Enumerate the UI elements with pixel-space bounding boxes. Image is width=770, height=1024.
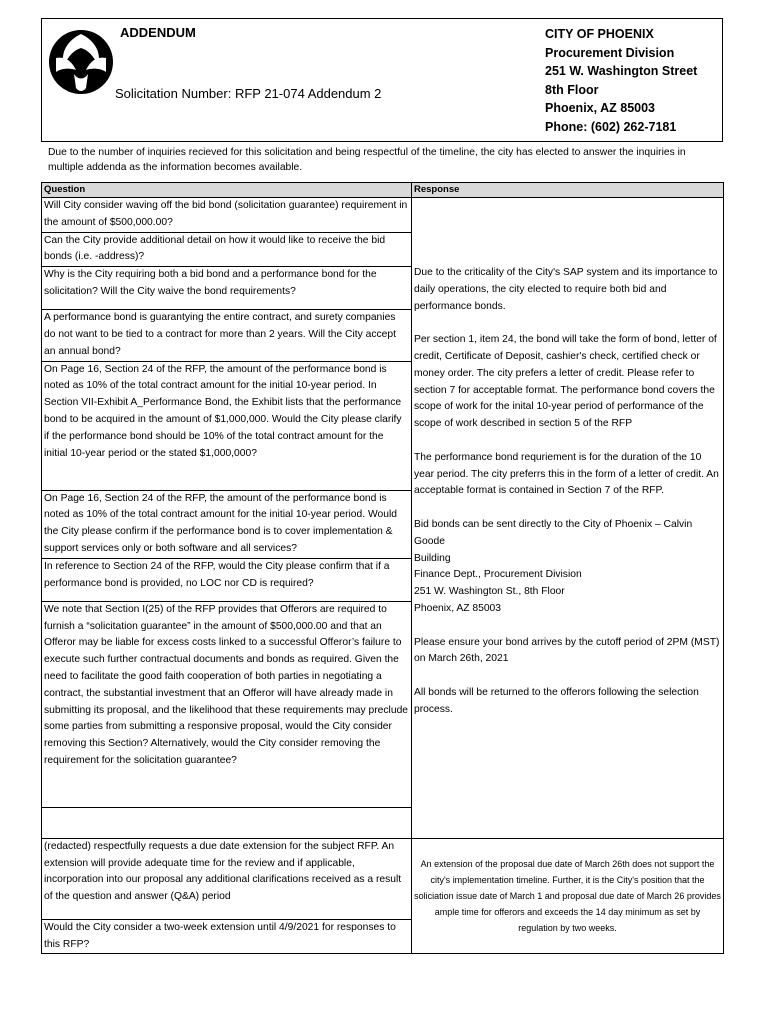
question-cell: Why is the City requiring both a bid bond and a performance bond for the solicitation? Will the City waive the bond requirements?: [42, 267, 412, 310]
street-address: 251 W. Washington Street: [545, 64, 698, 79]
response-paragraph: The performance bond requriement is for the duration of the 10 year period. The city preferrs this in the form of a letter of credit. An acceptable format is contained in Section 7 of the RFP.: [414, 451, 719, 497]
phone-number: Phone: (602) 262-7181: [545, 119, 677, 134]
question-cell: Would the City consider a two-week extension until 4/9/2021 for responses to this RFP?: [42, 919, 412, 954]
question-cell: Will City consider waving off the bid bond (solicitation guarantee) requirement in the amount of $500,000.00?: [42, 198, 412, 233]
response-paragraph: Please ensure your bond arrives by the cutoff period of 2PM (MST) on March 26th, 2021: [414, 636, 720, 665]
response-paragraph: Due to the criticality of the City's SAP system and its importance to daily operations, the city elected to require both bid and performance bonds.: [414, 267, 718, 312]
response-cell-extension: An extension of the proposal due date of March 26th does not support the city's implementation timeline. Further, it is the City's position that the soliciation issue date of March 1 and proposal due date of March 26 provides ample time for offerors and exceeds the 14 day minimum as set by regulation by two weeks.: [412, 838, 724, 954]
document-title: ADDENDUM: [120, 25, 196, 40]
question-cell: On Page 16, Section 24 of the RFP, the amount of the performance bond is noted as 10% of the total contract amount for the initial 10-year period. In Section VII-Exhibit A_Performance Bond, the Exhibit lists that the performance bond to be acquired in the amount of $1,000,000. Would the City please clarify if the performance bond should be 10% of the total contract amount for the initial 10-year period or the stated $1,000,000?: [42, 361, 412, 490]
division-name: Procurement Division: [545, 45, 675, 60]
city-state-zip: Phoenix, AZ 85003: [545, 101, 655, 116]
question-cell: In reference to Section 24 of the RFP, would the City please confirm that if a performance bond is provided, no LOC nor CD is required?: [42, 558, 412, 601]
city-address-block: [545, 25, 697, 137]
header-question: Question: [42, 183, 412, 198]
qa-table: [41, 182, 724, 954]
phoenix-logo-icon: [46, 22, 116, 100]
city-name: CITY OF PHOENIX: [545, 27, 654, 41]
question-cell: On Page 16, Section 24 of the RFP, the amount of the performance bond is noted as 10% of the total contract amount for the initial 10-year period. Would the City please confirm if the performance bond is to cover implementation & support services only or both software and all services?: [42, 490, 412, 558]
table-header-row: [42, 183, 724, 198]
question-cell: (redacted) respectfully requests a due date extension for the subject RFP. An extension will provide adequate time for the review and if applicable, incorporation into our proposal any additional clarifications received as a result of the question and answer (Q&A) period: [42, 838, 412, 919]
response-cell-bonds: [412, 198, 724, 839]
response-paragraph: Per section 1, item 24, the bond will take the form of bond, letter of credit, Certificate of Deposit, cashier's check, certified check or money order. The city prefers a letter of credit. Please refer to section 7 for acceptable format. The performance bond covers the scope of work for the inital 10-year period of performance of the scope of work described in section 5 of the RFP: [414, 334, 717, 430]
response-paragraph: All bonds will be returned to the offerors following the selection process.: [414, 686, 699, 715]
response-paragraph: Bid bonds can be sent directly to the City of Phoenix – Calvin Goode Building Finance Dept., Procurement Division 251 W. Washington St., 8th Floor Phoenix, AZ 85003: [414, 518, 693, 614]
solicitation-number: Solicitation Number: RFP 21-074 Addendum 2: [115, 86, 382, 101]
question-cell: Can the City provide additional detail on how it would like to receive the bid bonds (i.e. -address)?: [42, 232, 412, 267]
question-cell: A performance bond is guarantying the entire contract, and surety companies do not want to be tied to a contract for more than 2 years. Will the City accept an annual bond?: [42, 310, 412, 361]
empty-cell: [42, 807, 412, 838]
floor: 8th Floor: [545, 82, 599, 97]
header-response: Response: [412, 183, 724, 198]
table-row: [42, 838, 724, 919]
header-left-box: [41, 18, 541, 142]
intro-paragraph: Due to the number of inquiries recieved for this solicitation and being respectful of the timeline, the city has elected to answer the inquiries in multiple addenda as the information becomes available.: [48, 147, 686, 173]
question-cell: We note that Section I(25) of the RFP provides that Offerors are required to furnish a “solicitation guarantee” in the amount of $500,000.00 and that an Offeror may be liable for excess costs linked to a successful Offeror’s failure to execute such further contractual documents and bonds as required. Given the need to facilitate the good faith cooperation of both parties in negotiating a contract, the substantial investment that an Offeror will have already made in submitting its proposal, and the likelihood that these requirements may preclude some parties from submitting a responsive proposal, would the City consider removing this Section? Alternatively, would the City consider removing the requirement for the solicitation guarantee?: [42, 601, 412, 807]
table-row: [42, 198, 724, 233]
